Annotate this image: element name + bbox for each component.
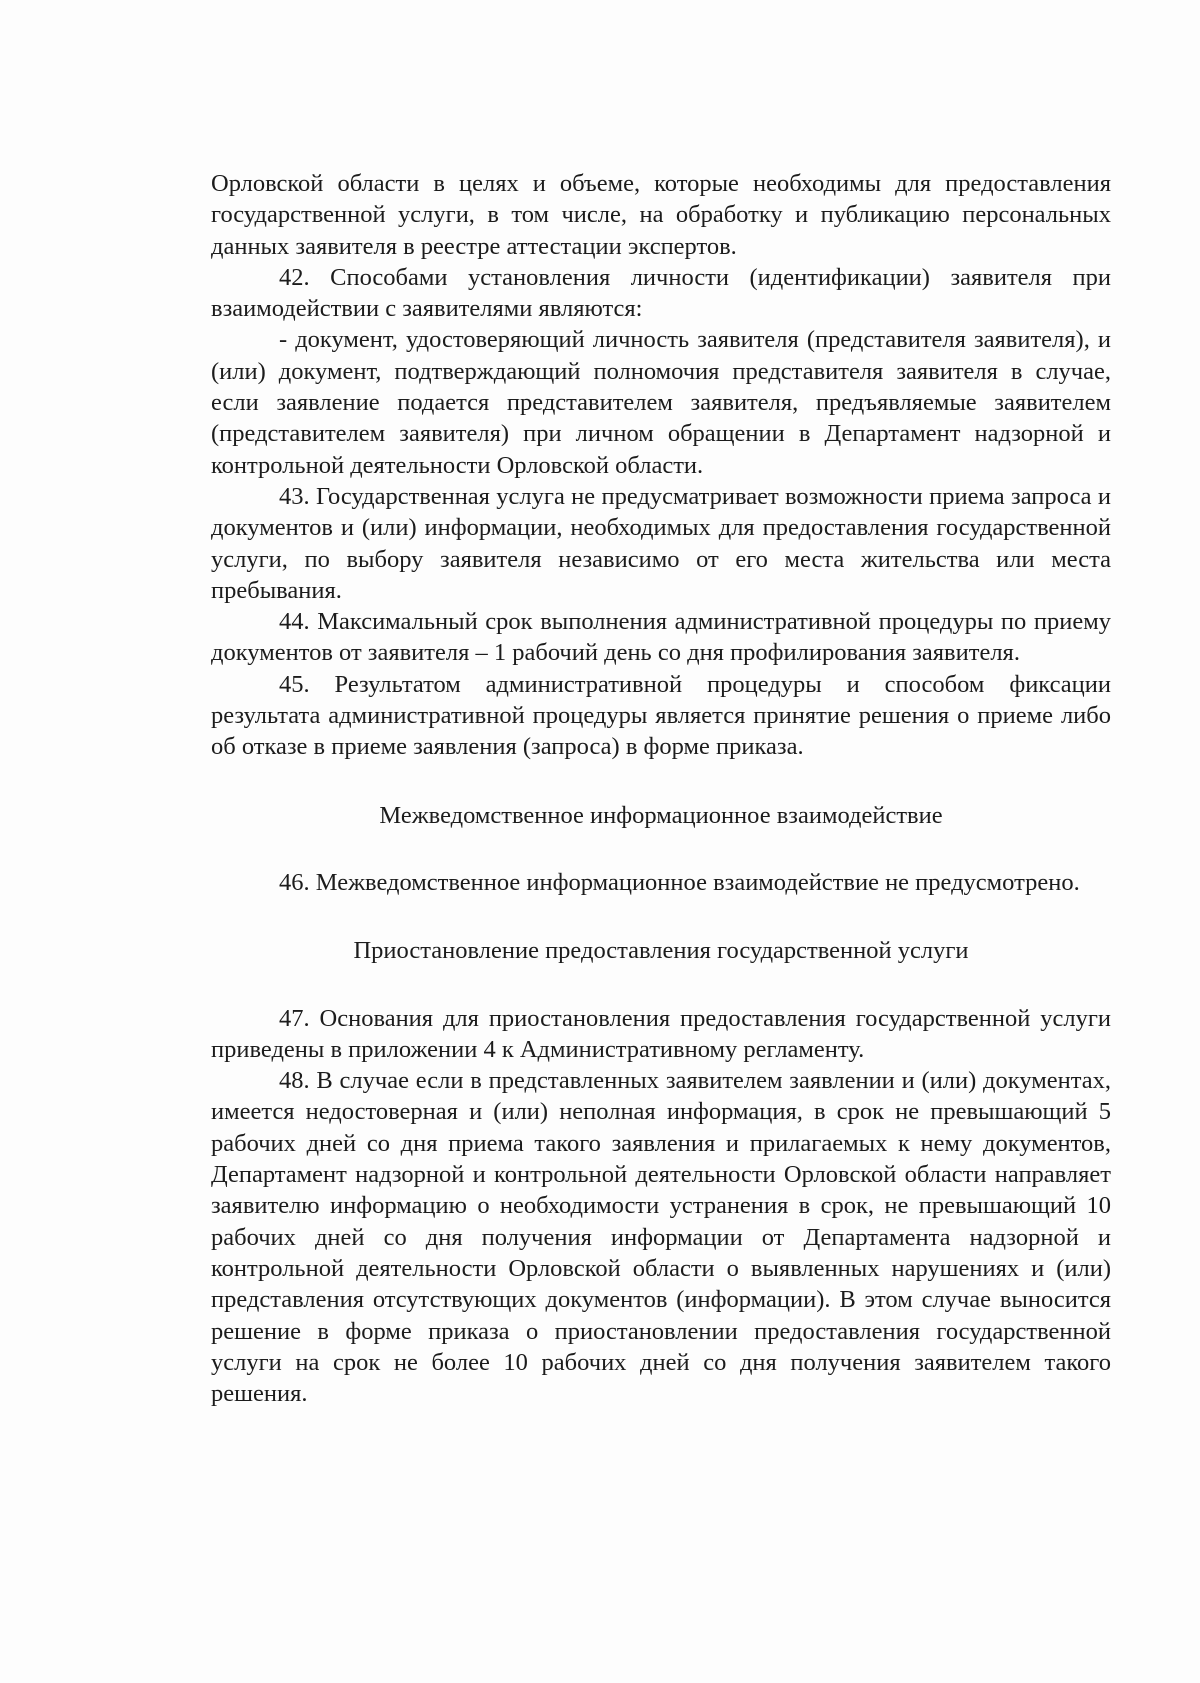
paragraph-continuation: Орловской области в целях и объеме, которые необходимы для предоставления государственной услуги, в том числе, на обработку и публикацию персональных данных заявителя в реестре аттестации экспертов.: [211, 170, 1111, 260]
paragraph-42-list-item: - документ, удостоверяющий личность заявителя (представителя заявителя), и (или) документ, подтверждающий полномочия представителя заявителя в случае, если заявление подается представителем заявителя, предъявляемые заявителем (представителем заявителя) при личном обращении в Департамент надзорной и контрольной деятельности Орловской области.: [211, 326, 1111, 479]
paragraph-45: 45. Результатом административной процедуры и способом фиксации результата административной процедуры является принятие решения о приеме либо об отказе в приеме заявления (запроса) в форме приказа.: [211, 670, 1111, 761]
section-heading-suspension: Приостановление предоставления государственной услуги: [353, 937, 969, 965]
paragraph-44: 44. Максимальный срок выполнения административной процедуры по приему документов от заявителя – 1 рабочий день со дня профилирования заявителя.: [211, 608, 1111, 667]
paragraph-46: 46. Межведомственное информационное взаимодействие не предусмотрено.: [279, 868, 1080, 896]
section-heading-interagency: Межведомственное информационное взаимодействие: [379, 801, 943, 829]
document-body: [211, 168, 1111, 1409]
paragraph-47: 47. Основания для приостановления предоставления государственной услуги приведены в приложении 4 к Административному регламенту.: [211, 1004, 1111, 1063]
paragraph-42: 42. Способами установления личности (идентификации) заявителя при взаимодействии с заявителями являются:: [211, 263, 1111, 323]
paragraph-43: 43. Государственная услуга не предусматривает возможности приема запроса и документов и (или) информации, необходимых для предоставления государственной услуги, по выбору заявителя независимо от его места жительства или места пребывания.: [211, 482, 1111, 604]
paragraph-48: 48. В случае если в представленных заявителем заявлении и (или) документах, имеется недостоверная и (или) неполная информация, в срок не превышающий 5 рабочих дней со дня приема такого заявления и прилагаемых к нему документов, Департамент надзорной и контрольной деятельности Орловской области направляет заявителю информацию о необходимости устранения в срок, не превышающий 10 рабочих дней со дня получения информации от Департамента надзорной и контрольной деятельности Орловской области о выявленных нарушениях и (или) представления отсутствующих документов (информации). В этом случае выносится решение в форме приказа о приостановлении предоставления государственной услуги на срок не более 10 рабочих дней со дня получения заявителем такого решения.: [211, 1067, 1111, 1408]
